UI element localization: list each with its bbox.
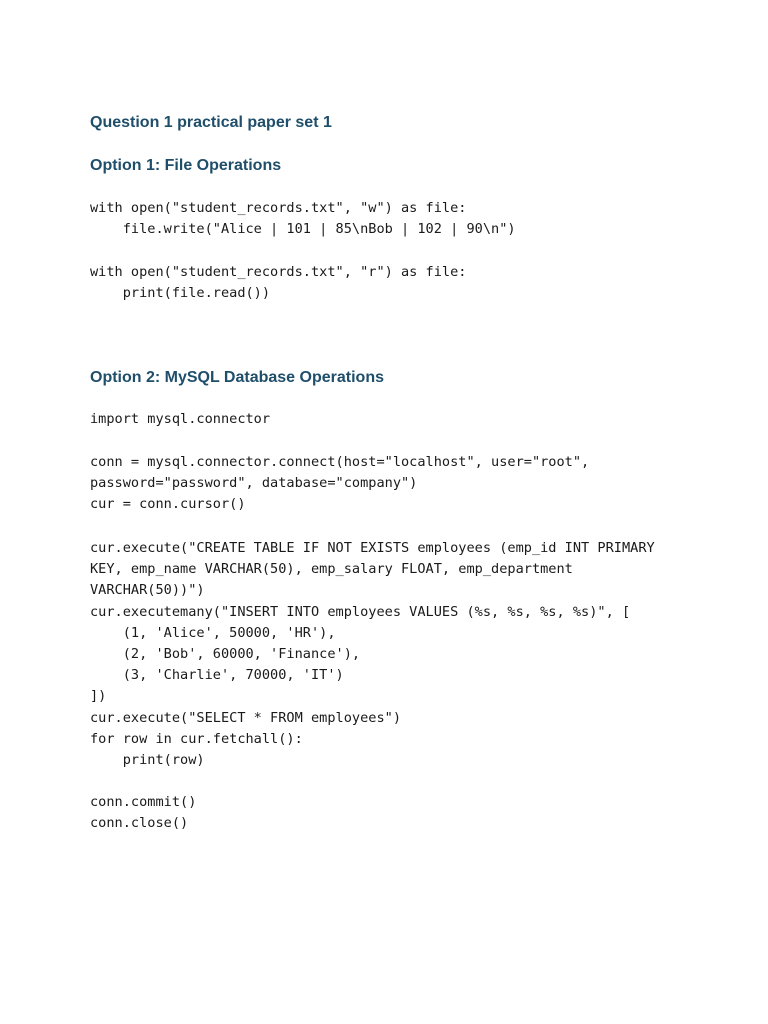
import-code-block: import mysql.connector [90,411,271,427]
commit-close-code-block: conn.commit() conn.close() [90,794,197,832]
file-read-code-block: with open("student_records.txt", "r") as file: print(file.read()) [90,264,467,302]
option-2-heading: Option 2: MySQL Database Operations [90,369,384,386]
query-code-block: cur.execute("CREATE TABLE IF NOT EXISTS employees (emp_id INT PRIMARY KEY, emp_name VARCHAR(50), emp_salary FLOAT, emp_department VARCHAR(50))") cur.executemany("INSERT INTO employees VALUES (%s, %s, %s, %s)", [ (1, 'Alice', 50000, 'HR'), (2, 'Bob', 60000, 'Finance'), (3, 'Charlie', 70000, 'IT') ]) cur.execute("SELECT * FROM employees") for row in cur.fetchall(): print(row) [90,540,655,769]
document-title: Question 1 practical paper set 1 [90,114,332,131]
file-write-code-block: with open("student_records.txt", "w") as file: file.write("Alice | 101 | 85\nBob | 102 | 90\n") [90,200,516,238]
option-1-heading: Option 1: File Operations [90,157,282,174]
connect-code-block: conn = mysql.connector.connect(host="localhost", user="root", password="password", database="company") cur = conn.cursor() [90,454,590,513]
